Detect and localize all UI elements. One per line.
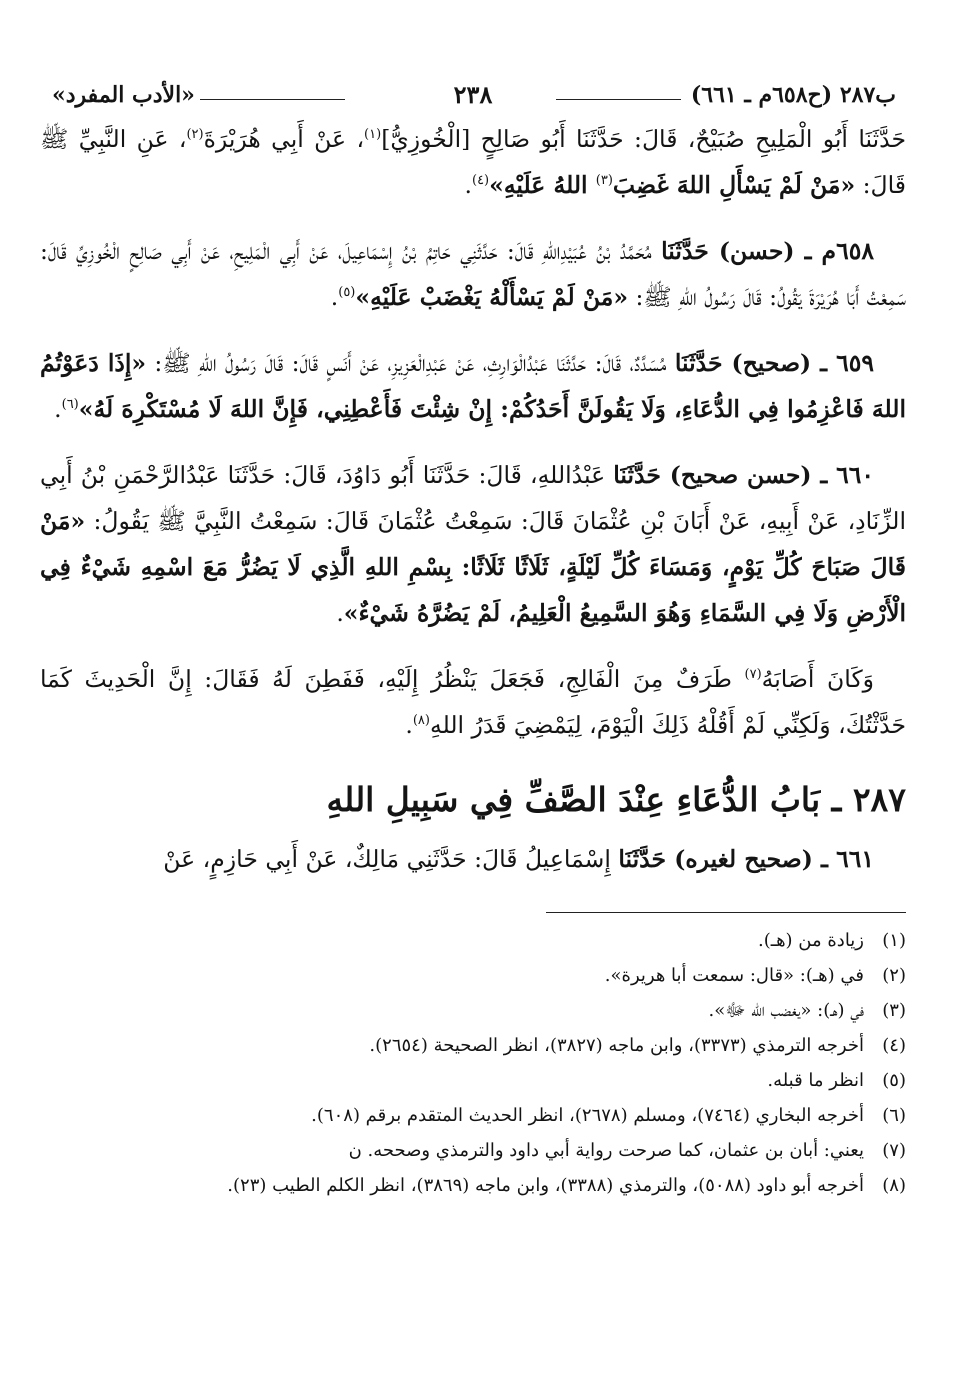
footnotes <box>40 923 906 1203</box>
footnote-number: (٨) <box>882 1175 906 1196</box>
footnote-marker: (٦) <box>61 397 79 413</box>
running-header <box>40 74 906 116</box>
header-rule-left <box>200 99 345 100</box>
footnote-marker: (٧) <box>744 667 762 683</box>
footnote-marker: (٨) <box>412 713 430 729</box>
footnote-divider <box>546 912 906 913</box>
hadith-paragraph-last <box>40 836 906 882</box>
footnote-marker: (٢) <box>186 127 204 143</box>
footnote <box>40 923 906 958</box>
footnote-text: زيادة من (هـ). <box>758 930 864 951</box>
header-chapter-range: ب٢٨٧ (ح٦٥٨م ـ ٦٦١) <box>690 82 896 108</box>
text-run: إِسْمَاعِيلُ قَالَ: حَدَّثَنِي مَالِكٌ، عَنْ أَبِي حَازِمٍ، عَنْ <box>163 845 619 873</box>
bold-text-run: «مَنْ لَمْ يَسْأَلِ اللهَ غَضِبَ <box>612 171 856 199</box>
text-run: . <box>330 283 339 311</box>
footnote-number: (٤) <box>882 1035 906 1056</box>
text-run: وَكَانَ أَصَابَهُ <box>761 665 874 693</box>
bold-text-run: ٦٥٨م ـ (حسن) حَدَّثَنَا <box>661 237 874 265</box>
footnote-text: أخرجه الترمذي (٣٣٧٣)، وابن ماجه (٣٨٢٧)، انظر الصحيحة (٢٦٥٤). <box>369 1035 864 1056</box>
bold-text-run: «مَنْ قَالَ صَبَاحَ كُلِّ يَوْمٍ، وَمَسَاءَ كُلِّ لَيْلَةٍ، ثَلَاثًا ثَلَاثًا: بِسْمِ اللهِ الَّذِي لَا يَضُرُّ مَعَ اسْمِهِ شَيْءٌ فِي الْأَرْضِ وَلَا فِي السَّمَاءِ وَهُوَ السَّمِيعُ الْعَلِيمُ، لَمْ يَضُرَّهُ شَيْءٌ» <box>40 507 906 627</box>
paragraph-text <box>40 228 906 320</box>
bold-text-run: «مَنْ لَمْ يَسْأَلْهُ يَغْضَبْ عَلَيْهِ» <box>355 283 629 311</box>
text-run: ، عَنِ النَّبِيِّ ﷺ قَالَ: <box>40 125 906 199</box>
bold-text-run: «إِذَا دَعَوْتُمُ اللهَ فَاعْزِمُوا فِي الدُّعَاءِ، وَلَا يَقُولَنَّ أَحَدُكُمْ: إِنْ شِئْتَ فَأَعْطِنِي، فَإِنَّ اللهَ لَا مُسْتَكْرِهَ لَهُ» <box>40 349 906 423</box>
text-run: مُحَمَّدُ بْنُ عُبَيْدِاللهِ قَالَ: حَدَّثَنِي حَاتِمُ بْنُ إِسْمَاعِيلَ، عَنْ أَبِي الْمَلِيحِ، عَنْ أَبِي صَالِحٍ الْخُوزِيِّ قَالَ: سَمِعْتُ أَبَا هُرَيْرَةَ يَقُولُ: قَالَ رَسُولُ اللهِ ﷺ: <box>40 237 906 311</box>
book-page <box>40 74 906 1203</box>
footnote <box>40 1063 906 1098</box>
header-book-title: «الأدب المفرد» <box>52 82 195 108</box>
footnote-text: أخرجه البخاري (٧٤٦٤)، ومسلم (٢٦٧٨)، انظر الحديث المتقدم برقم (٦٠٨). <box>311 1105 864 1126</box>
paragraph-text <box>40 836 906 882</box>
paragraph-text <box>40 116 906 208</box>
bold-text-run: اللهُ عَلَيْهِ» <box>489 171 596 199</box>
hadith-paragraph <box>40 452 906 636</box>
footnote <box>40 958 906 993</box>
footnote-number: (١) <box>882 930 906 951</box>
footnote <box>40 1133 906 1168</box>
page-number: ٢٣٨ <box>453 80 493 109</box>
paragraph-text <box>40 452 906 636</box>
footnote-number: (٣) <box>882 1000 906 1021</box>
footnote-number: (٧) <box>882 1140 906 1161</box>
text-run: طَرَفٌ مِنَ الْفَالِجِ، فَجَعَلَ يَنْظُرُ إِلَيْهِ، فَفَطِنَ لَهُ فَقَالَ: إِنَّ الْحَدِيثَ كَمَا حَدَّثْتُكَ، وَلَكِنِّي لَمْ أَقُلْهُ ذَلِكَ الْيَوْمَ، لِيَمْضِيَ قَدَرُ اللهِ <box>40 665 906 739</box>
footnote-marker: (٥) <box>338 285 356 301</box>
footnote-marker: (٣) <box>595 173 613 189</box>
main-text <box>40 116 906 882</box>
text-run: . <box>464 171 472 199</box>
text-run: حَدَّثَنَا أَبُو الْمَلِيحِ صُبَيْحٌ، قَالَ: حَدَّثَنَا أَبُو صَالِحٍ [الْخُوزِيُّ] <box>381 125 906 153</box>
hadith-paragraph <box>40 228 906 320</box>
text-run: ، عَنْ أَبِي هُرَيْرَةَ <box>203 125 365 153</box>
text-run: . <box>405 711 413 739</box>
hadith-paragraph <box>40 656 906 748</box>
footnote <box>40 1098 906 1133</box>
hadith-paragraph <box>40 340 906 432</box>
footnote-number: (٦) <box>882 1105 906 1126</box>
footnote-number: (٥) <box>882 1070 906 1091</box>
text-run: . <box>336 599 344 627</box>
paragraph-text <box>40 656 906 748</box>
footnote <box>40 993 906 1028</box>
footnote-text: انظر ما قبله. <box>767 1070 864 1091</box>
hadith-paragraph <box>40 116 906 208</box>
text-run: . <box>54 395 62 423</box>
footnote-text: يعني: أبان بن عثمان، كما صرحت رواية أبي داود والترمذي وصححه. ن <box>348 1140 864 1161</box>
chapter-title: ٢٨٧ ـ بَابُ الدُّعَاءِ عِنْدَ الصَّفِّ فِي سَبِيلِ اللهِ <box>326 780 906 819</box>
footnote-marker: (١) <box>364 127 382 143</box>
footnote-marker: (٤) <box>471 173 490 189</box>
footnote <box>40 1028 906 1063</box>
footnote-text: في (هـ): «يغضب الله ﷻ». <box>708 1000 864 1021</box>
bold-text-run: ٦٦١ ـ (صحيح لغيره) حَدَّثَنَا <box>618 845 874 873</box>
text-run: مُسَدَّدٌ، قَالَ: حَدَّثَنَا عَبْدُالْوَارِثِ، عَنْ عَبْدِالْعَزِيزِ، عَنْ أَنَسٍ قَالَ: قَالَ رَسُولُ اللهِ ﷺ: <box>146 349 675 377</box>
footnote <box>40 1168 906 1203</box>
footnote-number: (٢) <box>882 965 906 986</box>
bold-text-run: ٦٦٠ ـ (حسن صحيح) حَدَّثَنَا <box>613 461 874 489</box>
footnote-text: أخرجه أبو داود (٥٠٨٨)، والترمذي (٣٣٨٨)، وابن ماجه (٣٨٦٩)، انظر الكلم الطيب (٢٣). <box>227 1175 864 1196</box>
paragraph-text <box>40 340 906 432</box>
footnote-text: في (هـ): «قال: سمعت أبا هريرة». <box>604 965 864 986</box>
bold-text-run: ٦٥٩ ـ (صحيح) حَدَّثَنَا <box>674 349 874 377</box>
text-run: عَبْدُاللهِ، قَالَ: حَدَّثَنَا أَبُو دَاوُدَ، قَالَ: حَدَّثَنَا عَبْدُالرَّحْمَنِ بْنُ أَبِي الزِّنَادِ، عَنْ أَبِيهِ، عَنْ أَبَانَ بْنِ عُثْمَانَ قَالَ: سَمِعْتُ عُثْمَانَ قَالَ: سَمِعْتُ النَّبِيَّ ﷺ يَقُولُ: <box>40 461 906 535</box>
